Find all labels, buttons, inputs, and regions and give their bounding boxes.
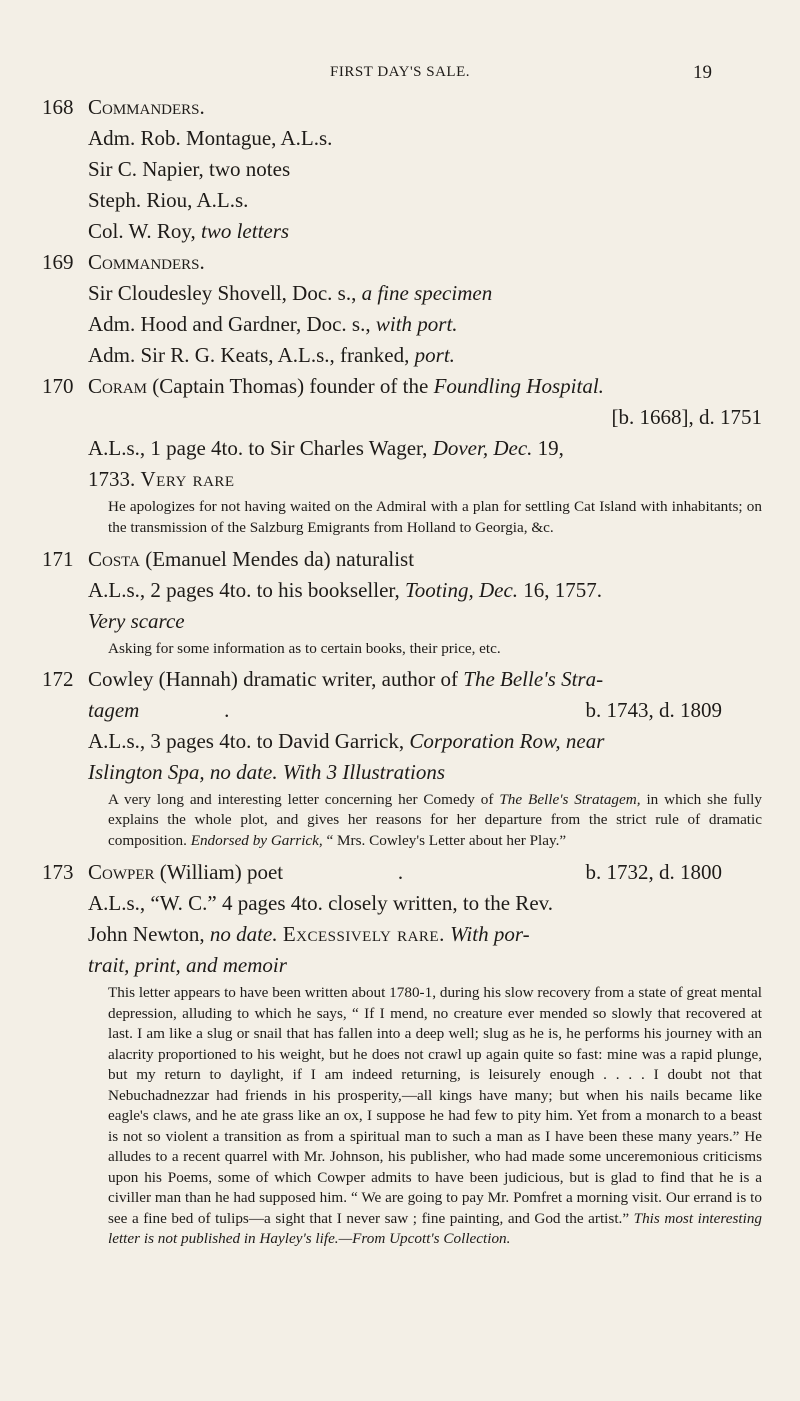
lot-170: 170 Coram (Captain Thomas) founder of the Foundling Hospital. [b. 1668], d. 1751 A.L.s., 1 page 4to. to Sir Charles Wager, Dover, Dec. 19, 1733. Very rare He apologizes for not having waited on the Admiral with a plan for settling Cat Island with inhabitants; on the transmission of the Salzburg Emigrants from Holland to Georgia, &c. xyxy=(42,371,762,538)
running-title: FIRST DAY'S SALE. xyxy=(330,64,470,80)
lot-173: 173 Cowper (William) poet . b. 1732, d. 1800 A.L.s., “W. C.” 4 pages 4to. closely written, to the Rev. John Newton, no date. Excessively rare. With por- trait, print, and memoir This letter appears to have been written about 1780-1, during his slow recovery from a state of great mental depression, alluding to which he says, “ If I mend, no creature ever mended so slowly that recovered at last. I am like a slug or snail that has fallen into a deep well; slug as he is, he performs his journey with an alacrity proportioned to his weight, but he does not crawl up again quite so fast: mine was a rapid plunge, but my return to daylight, if I am indeed returning, is leisurely enough . . . . I doubt not that Nebuchadnezzar had friends in his prosperity,—all kings have many; but when his nails became like eagle's claws, and he ate grass like an ox, I suppose he had few to pity him. Yet from a monarch to a beast is not so violent a transition as from a spiritual man to such a man as I have been these many years.” He alludes to a recent quarrel with Mr. Johnson, his publisher, who had made some unceremonious criticisms upon his Poems, some of which Cowper admits to have been judicious, but is glad to find that he is a civiller man than he had supposed him. “ We are going to pay Mr. Pomfret a morning visit. Our errand is to see a fine bed of tulips—a sight that I never saw ; fine painting, and God the artist.” This most interesting letter is not published in Hayley's life.—From Upcott's Collection. xyxy=(42,857,762,1250)
lot-name: Cowper xyxy=(88,860,155,884)
lot-note: He apologizes for not having waited on the Admiral with a plan for settling Cat Island with inhabitants; on the transmission of the Salzburg Emigrants from Holland to Georgia, &c. xyxy=(108,498,762,536)
lot-description-line: John Newton, no date. Excessively rare. With por- xyxy=(88,922,530,946)
lot-description-line: A.L.s., 2 pages 4to. to his bookseller, Tooting, Dec. 16, 1757. xyxy=(88,578,603,602)
page-header xyxy=(0,62,800,92)
lot-title: Commanders. xyxy=(88,95,205,119)
lot-note: This letter appears to have been written about 1780-1, during his slow recovery from a state of great mental depression, alluding to which he says, “ If I mend, no creature ever mended so slowly that recovered at last. I am like a slug or snail that has fallen into a deep well; slug as he is, he performs his journey with an alacrity proportioned to his weight, but he does not crawl up again quite so fast: mine was a rapid plunge, but my return to daylight, if I am indeed returning, is leisurely enough . . . . I doubt not that Nebuchadnezzar had friends in his prosperity,—all kings have many; but when his nails became like eagle's claws, and he ate grass like an ox, I suppose he had few to pity him. Yet from a monarch to a beast is not so violent a transition as from a spiritual man to such a man as I have been these many years.” He alludes to a recent quarrel with Mr. Johnson, his publisher, who had made some unceremonious criticisms upon his Poems, some of which Cowper admits to have been judicious, but is glad to find that he is a civiller man than he had supposed him. “ We are going to pay Mr. Pomfret a morning visit. Our errand is to see a fine bed of tulips—a sight that I never saw ; fine painting, and God the artist.” This most interesting letter is not published in Hayley's life.—From Upcott's Collection. xyxy=(108,984,763,1247)
lot-number: 172 xyxy=(42,666,74,691)
lot-number: 171 xyxy=(42,547,74,571)
lot-168 xyxy=(42,92,762,247)
catalogue-entries xyxy=(42,92,762,1256)
lot-description-line: 1733. Very rare xyxy=(88,467,235,491)
lot-number: 168 xyxy=(42,95,74,119)
lot-note: Asking for some information as to certain books, their price, etc. xyxy=(108,640,501,657)
lot-172: 172 Cowley (Hannah) dramatic writer, author of The Belle's Stra- tagem . b. 1743, d. 1809 A.L.s., 3 pages 4to. to David Garrick, Corporation Row, near Islington Spa, no date. With 3 Illustrations A very long and interesting letter concerning her Comedy of The Belle's Stratagem, in which she fully explains the whole plot, and gives her reasons for her departure from the strict rule of dramatic composition. Endorsed by Garrick, “ Mrs. Cowley's Letter about her Play.” xyxy=(42,664,762,852)
lot-note: A very long and interesting letter concerning her Comedy of The Belle's Stratagem, in which she fully explains the whole plot, and gives her reasons for her departure from the strict rule of dramatic composition. Endorsed by Garrick, “ Mrs. Cowley's Letter about her Play.” xyxy=(108,790,763,849)
lot-description-line: Very scarce xyxy=(88,609,185,633)
lot-description-line: A.L.s., 1 page 4to. to Sir Charles Wager, Dover, Dec. 19, xyxy=(88,436,564,460)
lot-description-line: trait, print, and memoir xyxy=(88,953,287,977)
lot-item: Sir C. Napier, two notes xyxy=(88,157,291,181)
lot-description-line: A.L.s., 3 pages 4to. to David Garrick, Corporation Row, near xyxy=(88,728,605,753)
lot-dates: [b. 1668], d. 1751 xyxy=(611,405,762,429)
lot-description-line: tagem . b. 1743, d. 1809 xyxy=(88,697,722,722)
lot-item: Adm. Rob. Montague, A.L.s. xyxy=(88,126,333,150)
lot-number: 169 xyxy=(42,250,74,274)
lot-item: Col. W. Roy, two letters xyxy=(88,219,290,243)
lot-number: 173 xyxy=(42,860,74,884)
lot-name: Coram xyxy=(88,374,148,398)
lot-item: Adm. Hood and Gardner, Doc. s., with port. xyxy=(88,312,458,336)
lot-item: Adm. Sir R. G. Keats, A.L.s., franked, port. xyxy=(88,343,455,367)
lot-item: Sir Cloudesley Shovell, Doc. s., a fine specimen xyxy=(88,281,493,305)
lot-title: Commanders. xyxy=(88,250,205,274)
lot-item: Steph. Riou, A.L.s. xyxy=(88,188,249,212)
lot-171: 171 Costa (Emanuel Mendes da) naturalist A.L.s., 2 pages 4to. to his bookseller, Tooting, Dec. 16, 1757. Very scarce Asking for some information as to certain books, their price, etc. xyxy=(42,544,762,660)
page-number: 19 xyxy=(693,62,712,83)
lot-description-line: A.L.s., “W. C.” 4 pages 4to. closely written, to the Rev. xyxy=(88,891,554,915)
lot-169 xyxy=(42,247,762,371)
lot-number: 170 xyxy=(42,374,74,398)
lot-description-line: Islington Spa, no date. With 3 Illustrations xyxy=(88,759,446,784)
lot-name: Costa xyxy=(88,547,140,571)
